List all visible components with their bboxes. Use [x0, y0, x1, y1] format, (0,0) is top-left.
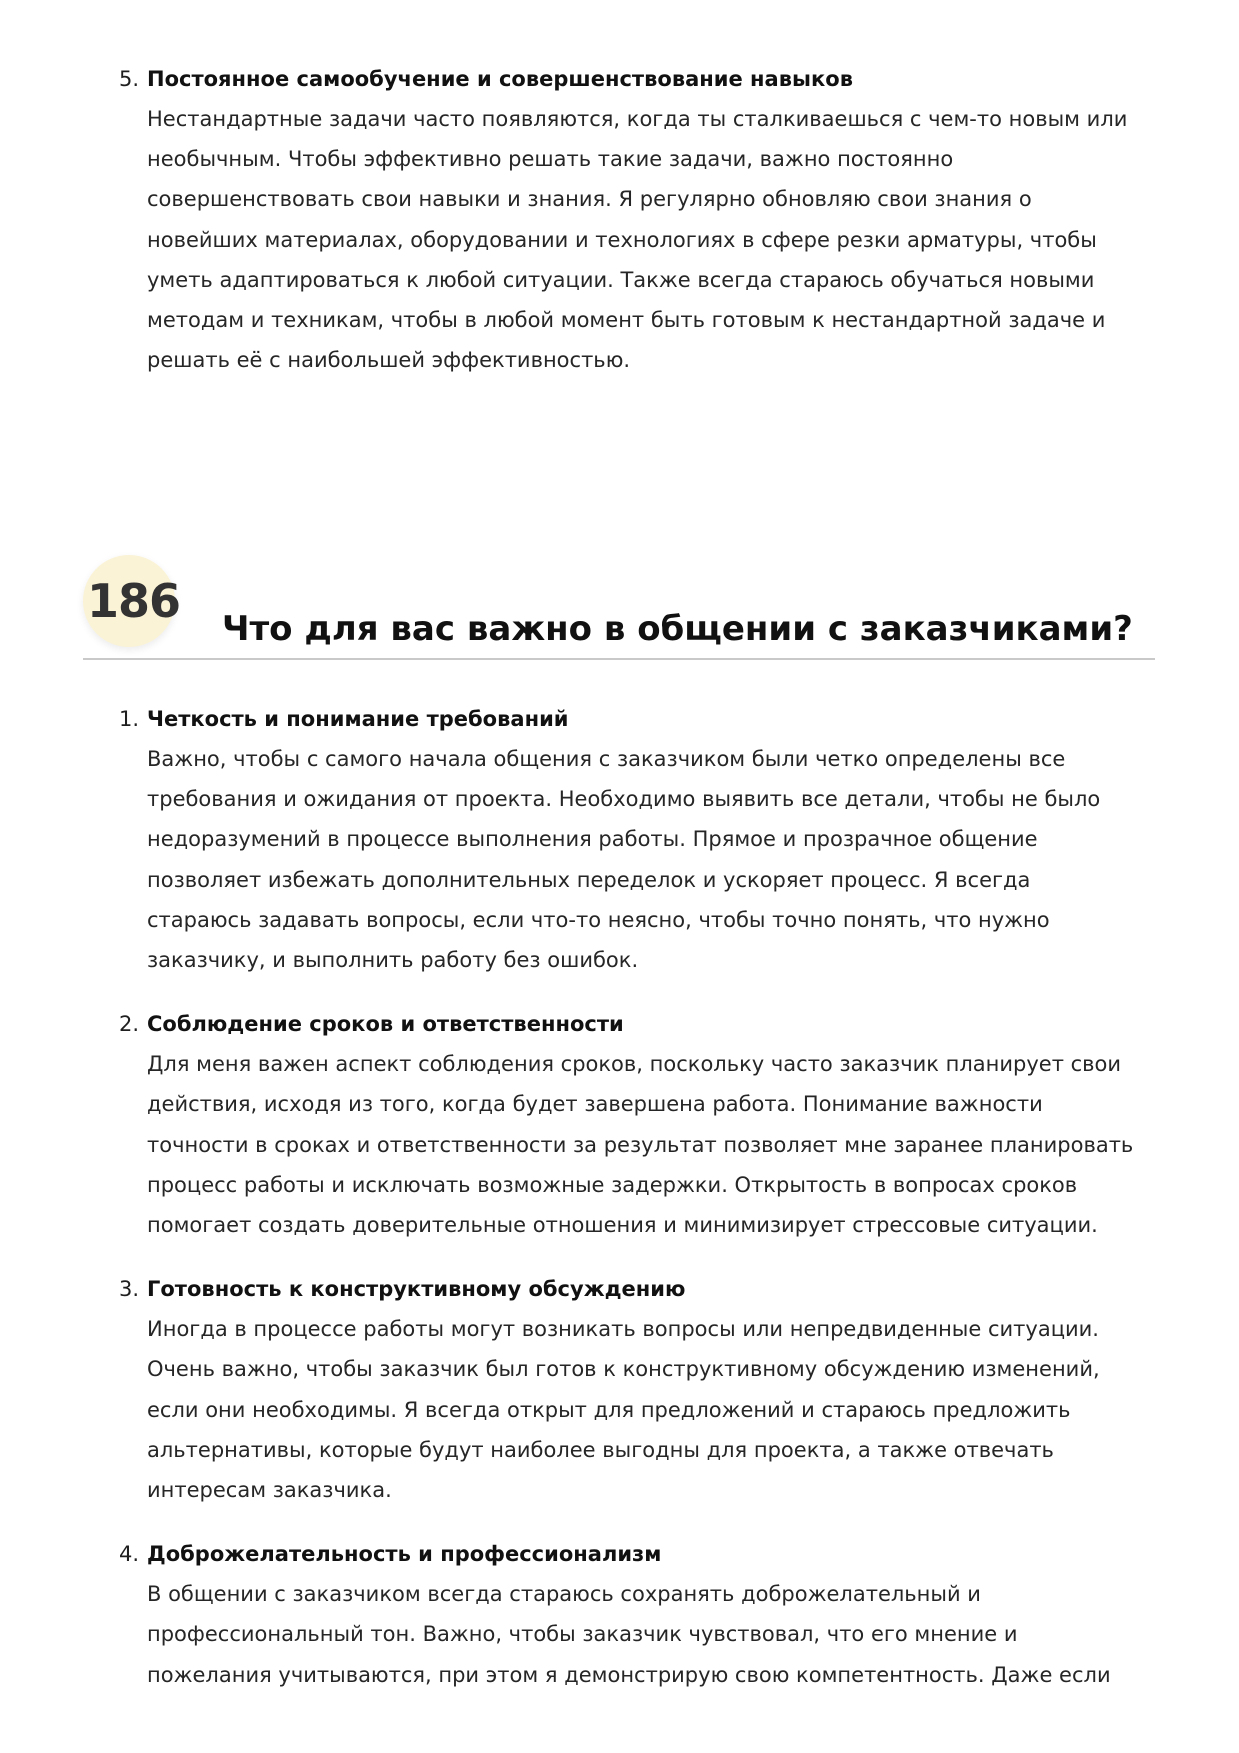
text-line: заказчику, и выполнить работу без ошибок. — [147, 948, 639, 973]
question-title: Что для вас важно в общении с заказчиками? — [222, 609, 1133, 650]
question-header — [83, 555, 1155, 660]
text-line: альтернативы, которые будут наиболее выгодны для проекта, а также отвечать — [147, 1437, 1054, 1462]
text-line: помогает создать доверительные отношения и минимизирует стрессовые ситуации. — [147, 1213, 1098, 1238]
answer-list — [0, 699, 1239, 1695]
text-line: требования и ожидания от проекта. Необходимо выявить все детали, чтобы не было — [147, 787, 1101, 812]
answer-block — [0, 699, 1239, 1719]
list-item — [0, 699, 1239, 980]
text-line: необычным. Чтобы эффективно решать такие задачи, важно постоянно — [147, 147, 954, 172]
list-item-text — [147, 1044, 1157, 1245]
question-number: 186 — [87, 574, 181, 628]
text-line: действия, исходя из того, когда будет завершена работа. Понимание важности — [147, 1092, 1043, 1117]
text-line: методам и техникам, чтобы в любой момент быть готовым к нестандартной задаче и — [147, 308, 1106, 333]
previous-answer-list — [0, 59, 1239, 380]
previous-answer-block — [0, 59, 1239, 380]
list-item-text — [147, 1309, 1157, 1510]
text-line: совершенствовать свои навыки и знания. Я регулярно обновляю свои знания о — [147, 187, 1032, 212]
list-item — [0, 59, 1239, 380]
list-item-number: 1. — [119, 707, 140, 731]
list-item-number: 3. — [119, 1277, 140, 1302]
list-item-text — [147, 739, 1157, 980]
list-item — [0, 1269, 1239, 1510]
text-line: точности в сроках и ответственности за результат позволяет мне заранее планировать — [147, 1132, 1134, 1157]
text-line: процесс работы и исключать возможные задержки. Открытость в вопросах сроков — [147, 1172, 1078, 1197]
list-item-text — [147, 1574, 1157, 1695]
text-line: пожелания учитываются, при этом я демонстрирую свою компетентность. Даже если — [147, 1662, 1111, 1687]
text-line: недоразумений в процессе выполнения работы. Прямое и прозрачное общение — [147, 827, 1038, 852]
text-line: уметь адаптироваться к любой ситуации. Также всегда стараюсь обучаться новыми — [147, 267, 1095, 292]
list-item-text — [147, 99, 1157, 380]
text-line: В общении с заказчиком всегда стараюсь сохранять доброжелательный и — [147, 1582, 981, 1607]
text-line: стараюсь задавать вопросы, если что-то неясно, чтобы точно понять, что нужно — [147, 907, 1050, 932]
text-line: позволяет избежать дополнительных переделок и ускоряет процесс. Я всегда — [147, 867, 1031, 892]
list-item-title: Доброжелательность и профессионализм — [147, 1542, 662, 1567]
text-line: если они необходимы. Я всегда открыт для предложений и стараюсь предложить — [147, 1397, 1071, 1422]
text-line: Для меня важен аспект соблюдения сроков, поскольку часто заказчик планирует свои — [147, 1052, 1122, 1077]
text-line: Нестандартные задачи часто появляются, когда ты сталкиваешься с чем-то новым или — [147, 107, 1128, 131]
list-item — [0, 1534, 1239, 1695]
list-item-number: 5. — [119, 67, 140, 91]
list-item-title: Четкость и понимание требований — [147, 707, 569, 731]
text-line: решать её с наибольшей эффективностью. — [147, 348, 631, 373]
text-line: новейших материалах, оборудовании и технологиях в сфере резки арматуры, чтобы — [147, 227, 1097, 252]
text-line: интересам заказчика. — [147, 1478, 392, 1503]
text-line: Очень важно, чтобы заказчик был готов к конструктивному обсуждению изменений, — [147, 1357, 1100, 1382]
list-item — [0, 1004, 1239, 1245]
list-item-title: Соблюдение сроков и ответственности — [147, 1012, 624, 1037]
list-item-number: 4. — [119, 1542, 140, 1567]
text-line: Иногда в процессе работы могут возникать вопросы или непредвиденные ситуации. — [147, 1317, 1099, 1342]
list-item-number: 2. — [119, 1012, 140, 1037]
list-item-title: Постоянное самообучение и совершенствование навыков — [147, 67, 853, 91]
list-item-title: Готовность к конструктивному обсуждению — [147, 1277, 686, 1302]
text-line: Важно, чтобы с самого начала общения с заказчиком были четко определены все — [147, 747, 1066, 771]
text-line: профессиональный тон. Важно, чтобы заказчик чувствовал, что его мнение и — [147, 1622, 1018, 1647]
